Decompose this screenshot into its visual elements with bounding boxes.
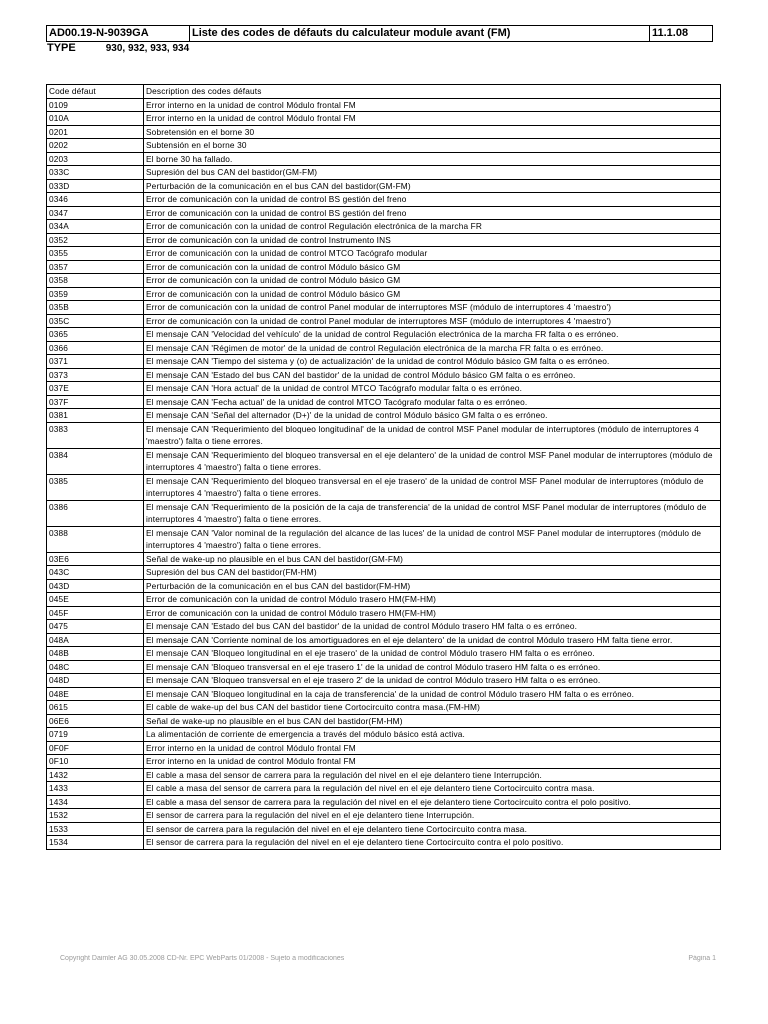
fault-description-cell: Error de comunicación con la unidad de control Módulo básico GM [144,260,721,274]
document-id: AD00.19-N-9039GA [47,26,190,41]
fault-code-cell: 1532 [47,809,144,823]
table-row [47,112,721,126]
fault-code-cell: 0388 [47,526,144,552]
fault-code-cell: 0385 [47,474,144,500]
fault-description-cell: Sobretensión en el borne 30 [144,125,721,139]
fault-description-cell: Error interno en la unidad de control Módulo frontal FM [144,98,721,112]
fault-description-cell: Perturbación de la comunicación en el bus CAN del bastidor(FM-HM) [144,579,721,593]
table-row [47,674,721,688]
fault-description-cell: El mensaje CAN 'Bloqueo transversal en el eje trasero 2' de la unidad de control Módulo trasero HM falta o es erróneo. [144,674,721,688]
fault-code-cell: 0352 [47,233,144,247]
fault-description-cell: El mensaje CAN 'Estado del bus CAN del bastidor' de la unidad de control Módulo trasero HM falta o es erróneo. [144,620,721,634]
fault-code-cell: 043D [47,579,144,593]
fault-description-cell: El mensaje CAN 'Requerimiento del bloqueo transversal en el eje delantero' de la unidad de control MSF Panel modular de interruptores (módulo de interruptores 4 'maestro') falta o tiene errores. [144,448,721,474]
fault-code-cell: 0357 [47,260,144,274]
table-row [47,166,721,180]
type-label: TYPE [47,42,76,54]
table-row [47,768,721,782]
fault-description-cell: Error de comunicación con la unidad de control Panel modular de interruptores MSF (módulo de interruptores 4 'maestro') [144,301,721,315]
fault-description-cell: Error interno en la unidad de control Módulo frontal FM [144,755,721,769]
type-values: 930, 932, 933, 934 [105,43,190,54]
table-row [47,314,721,328]
fault-description-cell: Señal de wake-up no plausible en el bus CAN del bastidor(FM-HM) [144,714,721,728]
fault-code-cell: 010A [47,112,144,126]
table-row [47,301,721,315]
fault-code-cell: 048E [47,687,144,701]
table-row [47,395,721,409]
table-row [47,193,721,207]
fault-description-cell: El mensaje CAN 'Hora actual' de la unidad de control MTCO Tacógrafo modular falta o es erróneo. [144,382,721,396]
fault-code-cell: 0202 [47,139,144,153]
table-row [47,368,721,382]
fault-description-cell: El mensaje CAN 'Bloqueo longitudinal en el eje trasero' de la unidad de control Módulo trasero HM falta o es erróneo. [144,647,721,661]
page-footer [60,955,720,962]
table-row [47,606,721,620]
fault-description-cell: Señal de wake-up no plausible en el bus CAN del bastidor(GM-FM) [144,552,721,566]
fault-code-cell: 0719 [47,728,144,742]
table-row [47,448,721,474]
table-row [47,633,721,647]
table-row [47,422,721,448]
table-row [47,287,721,301]
fault-description-cell: El mensaje CAN 'Tiempo del sistema y (o) de actualización' de la unidad de control Módulo básico GM falta o es erróneo. [144,355,721,369]
fault-code-cell: 034A [47,220,144,234]
fault-code-cell: 0347 [47,206,144,220]
table-row [47,552,721,566]
fault-code-cell: 0201 [47,125,144,139]
table-row [47,220,721,234]
fault-code-cell: 033C [47,166,144,180]
table-row [47,152,721,166]
fault-description-cell: Error interno en la unidad de control Módulo frontal FM [144,741,721,755]
table-row [47,620,721,634]
fault-code-cell: 0359 [47,287,144,301]
fault-code-cell: 06E6 [47,714,144,728]
table-row [47,566,721,580]
table-row [47,247,721,261]
table-row [47,500,721,526]
fault-description-cell: El mensaje CAN 'Bloqueo transversal en el eje trasero 1' de la unidad de control Módulo trasero HM falta o es erróneo. [144,660,721,674]
table-row [47,809,721,823]
fault-description-cell: El mensaje CAN 'Bloqueo longitudinal en la caja de transferencia' de la unidad de control Módulo trasero HM falta o es erróneo. [144,687,721,701]
fault-description-cell: El cable de wake-up del bus CAN del bastidor tiene Cortocircuito contra masa.(FM-HM) [144,701,721,715]
table-row [47,701,721,715]
fault-description-cell: La alimentación de corriente de emergencia a través del módulo básico está activa. [144,728,721,742]
table-row [47,206,721,220]
fault-description-cell: Error de comunicación con la unidad de control Módulo básico GM [144,287,721,301]
table-row [47,382,721,396]
table-row [47,660,721,674]
fault-code-cell: 035C [47,314,144,328]
type-line [47,42,189,55]
table-row [47,328,721,342]
fault-code-cell: 0365 [47,328,144,342]
table-header-row [47,85,721,99]
column-header-code: Code défaut [47,85,144,99]
table-row [47,741,721,755]
table-row [47,593,721,607]
fault-code-cell: 03E6 [47,552,144,566]
fault-code-cell: 048C [47,660,144,674]
fault-code-table [46,84,721,850]
table-row [47,341,721,355]
fault-code-cell: 0383 [47,422,144,448]
fault-description-cell: Perturbación de la comunicación en el bus CAN del bastidor(GM-FM) [144,179,721,193]
fault-code-cell: 0615 [47,701,144,715]
fault-code-cell: 0366 [47,341,144,355]
fault-description-cell: Error de comunicación con la unidad de control BS gestión del freno [144,206,721,220]
table-row [47,728,721,742]
fault-code-cell: 0386 [47,500,144,526]
fault-description-cell: El mensaje CAN 'Requerimiento de la posición de la caja de transferencia' de la unidad de control MSF Panel modular de interruptores (módulo de interruptores 4 'maestro') falta o tiene errores. [144,500,721,526]
table-row [47,179,721,193]
table-row [47,836,721,850]
fault-code-cell: 1533 [47,822,144,836]
fault-description-cell: El mensaje CAN 'Estado del bus CAN del bastidor' de la unidad de control Módulo básico GM falta o es erróneo. [144,368,721,382]
table-row [47,139,721,153]
footer-copyright: Copyright Daimler AG 30.05.2008 CD-Nr. EPC WebParts 01/2008 - Sujeto a modificaciones [60,955,345,962]
table-row [47,579,721,593]
table-row [47,714,721,728]
fault-description-cell: El cable a masa del sensor de carrera para la regulación del nivel en el eje delantero tiene Cortocircuito contra el polo positivo. [144,795,721,809]
document-header [46,25,713,42]
fault-description-cell: Supresión del bus CAN del bastidor(FM-HM) [144,566,721,580]
table-row [47,795,721,809]
fault-description-cell: El mensaje CAN 'Valor nominal de la regulación del alcance de las luces' de la unidad de control MSF Panel modular de interruptores (módulo de interruptores 4 'maestro') falta o tiene errores. [144,526,721,552]
column-header-description: Description des codes défauts [144,85,721,99]
fault-description-cell: El mensaje CAN 'Requerimiento del bloqueo transversal en el eje trasero' de la unidad de control MSF Panel modular de interruptores (módulo de interruptores 4 'maestro') falta o tiene errores. [144,474,721,500]
fault-description-cell: El sensor de carrera para la regulación del nivel en el eje delantero tiene Cortocircuito contra masa. [144,822,721,836]
table-row [47,687,721,701]
fault-code-cell: 048B [47,647,144,661]
table-row [47,355,721,369]
table-row [47,526,721,552]
fault-description-cell: El mensaje CAN 'Velocidad del vehículo' de la unidad de control Regulación electrónica de la marcha FR falta o es erróneo. [144,328,721,342]
fault-description-cell: Error de comunicación con la unidad de control Módulo básico GM [144,274,721,288]
fault-code-cell: 0109 [47,98,144,112]
table-row [47,647,721,661]
fault-description-cell: El mensaje CAN 'Fecha actual' de la unidad de control MTCO Tacógrafo modular falta o es erróneo. [144,395,721,409]
fault-description-cell: El borne 30 ha fallado. [144,152,721,166]
table-row [47,125,721,139]
fault-description-cell: El mensaje CAN 'Señal del alternador (D+)' de la unidad de control Módulo básico GM falta o es erróneo. [144,409,721,423]
fault-description-cell: Supresión del bus CAN del bastidor(GM-FM) [144,166,721,180]
fault-code-cell: 045E [47,593,144,607]
fault-description-cell: El cable a masa del sensor de carrera para la regulación del nivel en el eje delantero tiene Cortocircuito contra masa. [144,782,721,796]
table-row [47,98,721,112]
footer-page-number: Página 1 [688,955,716,962]
fault-description-cell: Error de comunicación con la unidad de control Panel modular de interruptores MSF (módulo de interruptores 4 'maestro') [144,314,721,328]
table-row [47,260,721,274]
fault-code-cell: 0384 [47,448,144,474]
fault-description-cell: El sensor de carrera para la regulación del nivel en el eje delantero tiene Cortocircuito contra el polo positivo. [144,836,721,850]
fault-description-cell: Error de comunicación con la unidad de control Regulación electrónica de la marcha FR [144,220,721,234]
table-row [47,822,721,836]
fault-code-cell: 0475 [47,620,144,634]
fault-description-cell: Subtensión en el borne 30 [144,139,721,153]
fault-description-cell: El mensaje CAN 'Corriente nominal de los amortiguadores en el eje delantero' de la unidad de control Módulo trasero HM falta tiene error. [144,633,721,647]
fault-code-cell: 048D [47,674,144,688]
table-row [47,755,721,769]
fault-code-cell: 1534 [47,836,144,850]
fault-description-cell: Error de comunicación con la unidad de control Módulo trasero HM(FM-HM) [144,593,721,607]
fault-description-cell: El sensor de carrera para la regulación del nivel en el eje delantero tiene Interrupción. [144,809,721,823]
fault-description-cell: Error de comunicación con la unidad de control BS gestión del freno [144,193,721,207]
fault-code-cell: 1432 [47,768,144,782]
fault-description-cell: Error de comunicación con la unidad de control Instrumento INS [144,233,721,247]
fault-code-cell: 0373 [47,368,144,382]
table-row [47,782,721,796]
document-title: Liste des codes de défauts du calculateur module avant (FM) [190,26,650,41]
fault-description-cell: Error interno en la unidad de control Módulo frontal FM [144,112,721,126]
fault-code-cell: 0381 [47,409,144,423]
fault-code-cell: 0F0F [47,741,144,755]
fault-code-cell: 043C [47,566,144,580]
fault-code-cell: 0371 [47,355,144,369]
fault-description-cell: Error de comunicación con la unidad de control MTCO Tacógrafo modular [144,247,721,261]
fault-code-cell: 045F [47,606,144,620]
table-row [47,233,721,247]
document-date: 11.1.08 [652,27,689,39]
fault-code-cell: 0F10 [47,755,144,769]
fault-code-cell: 0346 [47,193,144,207]
fault-code-cell: 0203 [47,152,144,166]
fault-code-cell: 037E [47,382,144,396]
fault-code-cell: 1433 [47,782,144,796]
fault-code-cell: 0358 [47,274,144,288]
fault-code-cell: 037F [47,395,144,409]
fault-description-cell: El mensaje CAN 'Requerimiento del bloqueo longitudinal' de la unidad de control MSF Panel modular de interruptores (módulo de interruptores 4 'maestro') falta o tiene errores. [144,422,721,448]
fault-code-cell: 048A [47,633,144,647]
fault-description-cell: El cable a masa del sensor de carrera para la regulación del nivel en el eje delantero tiene Interrupción. [144,768,721,782]
table-row [47,409,721,423]
fault-description-cell: El mensaje CAN 'Régimen de motor' de la unidad de control Regulación electrónica de la marcha FR falta o es erróneo. [144,341,721,355]
fault-code-cell: 1434 [47,795,144,809]
table-row [47,474,721,500]
fault-code-cell: 0355 [47,247,144,261]
fault-code-cell: 033D [47,179,144,193]
fault-code-cell: 035B [47,301,144,315]
fault-description-cell: Error de comunicación con la unidad de control Módulo trasero HM(FM-HM) [144,606,721,620]
table-row [47,274,721,288]
